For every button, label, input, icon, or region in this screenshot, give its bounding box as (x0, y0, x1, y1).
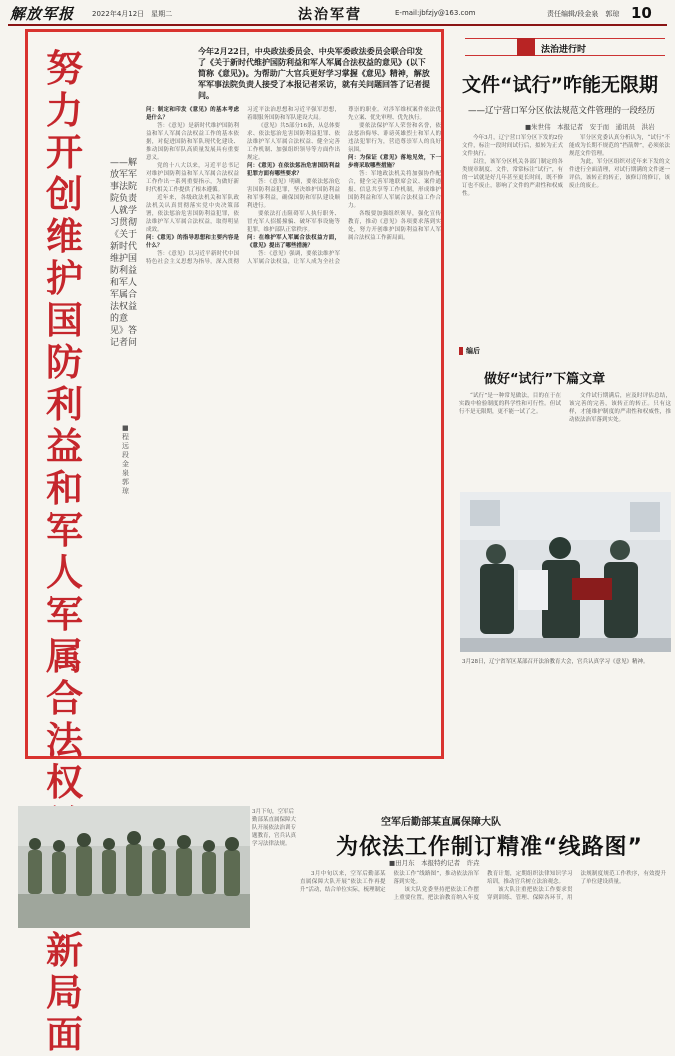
article-2-body (462, 134, 670, 334)
lead-intro: 今年2月22日，中央政法委员会、中央军委政法委员会联合印发了《关于新时代维护国防利益和军人军属合法权益的意见》(以下简称《意见》)。为帮助广大官兵更好学习掌握《意见》精神，解放军军事法院负责人接受了本报记者采访，就有关问题回答了记者提问。 (198, 46, 430, 100)
lead-subtitle: ——解放军军事法院院负责人就学习贯彻《关于新时代维护国防利益和军人军属合法权益的意见》答记者问 (110, 158, 138, 348)
lead-byline: ■程远 段金泉 郭琼 (122, 424, 136, 495)
editor-note-label: 编后 (466, 347, 480, 355)
paragraph: 以往，该军分区机关各部门制定的各类规章制度、文件，常常标注“试行”，有的一试就是好几年甚至更长时间，既不修订也不废止，影响了文件的严肃性和权威性。 (462, 159, 563, 197)
paragraph: 党的十八大以来，习近平总书记对维护国防利益和军人军属合法权益工作作出一系列重要指示，为做好新时代相关工作提供了根本遵循。 (146, 163, 239, 193)
paragraph: 答：军地政法机关将加强协作配合，健全完善军地联席会议、案件通报、信息共享等工作机制，形成维护国防利益和军人军属合法权益工作合力。 (348, 171, 441, 209)
section-email: E-mail:jbfzjy@163.com (395, 9, 476, 17)
paragraph: 要依法保护军人荣誉和名誉，依法惩治侮辱、诽谤英雄烈士和军人的违法犯罪行为，营造尊崇军人的良好氛围。 (348, 123, 441, 153)
training-photo-caption: 3月下旬，空军后勤部某直属保障大队开展依法治训专题教育，官兵认真学习法律法规。 (252, 809, 297, 847)
masthead (0, 0, 675, 26)
bottom-title: 为依法工作制订精准“线路图” (336, 835, 643, 860)
column-badge-icon (517, 38, 535, 56)
editor-note-marker (459, 347, 463, 355)
paragraph: 该大队注重把依法工作要求贯穿到训练、管理、保障各环节，用法规制度规范工作秩序，有效提升了单位建设质量。 (487, 871, 666, 901)
training-photo-image (18, 806, 250, 928)
paragraph: 3月中旬以来，空军后勤部某直属保障大队开展“依法工作再提升”活动，结合单位实际，梳理制定依法工作“线路图”，推动依法治军落到实处。 (300, 871, 479, 893)
commentary-body (459, 392, 671, 484)
paragraph: 问：《意见》在依法惩治危害国防利益犯罪方面有哪些要求？ (247, 163, 340, 177)
paragraph: 《意见》共5部分16条，从总体要求、依法惩治危害国防利益犯罪、依法维护军人军属合法权益、健全完善工作机制、加强组织领导等方面作出规定。 (247, 123, 340, 161)
ceremony-photo-caption: 3月28日，辽宁省军区某部召开法治教育大会，官兵认真学习《意见》精神。 (462, 659, 649, 665)
paragraph: 文件试行期满后，应及时评估总结，该完善的完善，该转正的转正。只有这样，才能维护制度的严肃性和权威性，推动依法治军落到实处。 (569, 393, 671, 423)
paragraph: 答：《意见》是新时代维护国防利益和军人军属合法权益工作的基本依据，对促进国防和军队现代化建设、推动国防和军队高质量发展具有重要意义。 (146, 123, 239, 161)
column-header (465, 38, 665, 56)
paragraph: 问：为保证《意见》落地见效，下一步将采取哪些措施？ (348, 155, 441, 169)
ceremony-photo-image (460, 492, 671, 652)
bottom-body (300, 870, 666, 928)
commentary-title: 做好“试行”下篇文章 (484, 372, 606, 387)
page-number: 10 (631, 4, 652, 22)
training-photo (18, 806, 250, 928)
newspaper-logo: 解放军报 (10, 5, 75, 23)
paragraph: 各级要加强组织领导，强化宣传教育，推动《意见》各项要求落到实处，努力开创维护国防利益和军人军属合法权益工作新局面。 (348, 211, 441, 241)
paragraph: 问：《意见》的指导思想和主要内容是什么？ (146, 235, 239, 249)
paragraph: 答：《意见》强调，要依法维护军人军属合法权益，让军人成为全社会尊崇的职业。对涉军维权案件依法优先立案、优先审理、优先执行。 (247, 107, 441, 265)
masthead-divider (8, 24, 667, 26)
ceremony-photo (460, 492, 671, 652)
article-2-byline: ■朱世伟 本报记者 安于而 通讯员 洪岩 (525, 123, 655, 131)
paragraph: 答：《意见》明确，要依法惩治危害国防利益犯罪，坚决维护国防利益和军事利益，确保国防和军队建设顺利进行。 (247, 179, 340, 209)
paragraph: 今年3月，辽宁营口军分区下发的2份文件，标注一段时间试行后，拟转为正式文件执行。 (462, 135, 563, 157)
bottom-byline: ■田月东 本报特约记者 许垚 (389, 859, 480, 867)
paragraph: 为此，军分区组织对近年来下发的文件进行全面清理，对试行期满的文件逐一评估，该转正的转正，该修订的修订，该废止的废止。 (569, 159, 670, 189)
paragraph: 问：在维护军人军属合法权益方面，《意见》提出了哪些措施？ (247, 235, 340, 249)
paragraph: “试行”是一种常见做法，目的在于在实践中检验制度的科学性和可行性。但试行不是无限期，更不能一试了之。 (459, 393, 561, 415)
section-title: 法治军营 (298, 7, 362, 23)
paragraph: 要依法打击阻碍军人执行职务、冒充军人招摇撞骗、破坏军事设施等犯罪，维护部队正常秩序。 (247, 211, 340, 233)
article-2-subtitle: ——辽宁营口军分区依法规范文件管理的一段经历 (468, 106, 656, 116)
column-label: 法治进行时 (541, 45, 587, 55)
paragraph: 军分区党委认真分析认为，“试行”不能成为长期不规范的“挡箭牌”，必须依法规范文件管理。 (569, 135, 670, 157)
bottom-kicker: 空军后勤部某直属保障大队 (381, 817, 501, 828)
lead-body (146, 106, 441, 754)
paragraph: 该大队党委坚持把依法工作摆上重要位置，把法治教育纳入年度教育计划，定期组织法律知识学习培训，推动官兵树立法治观念。 (393, 871, 573, 901)
issue-date: 2022年4月12日 星期二 (92, 10, 173, 18)
paragraph: 近年来，各级政法机关和军队政法机关认真贯彻落实党中央决策部署，依法惩治危害国防利益犯罪，依法维护军人军属合法权益，取得明显成效。 (146, 195, 239, 233)
lead-headline: 努力开创维护国防利益和军人军属合法权 新局面 (46, 47, 83, 1056)
editor-note (459, 345, 499, 357)
responsible-editors: 责任编辑/段金泉 郭琼 (547, 10, 620, 18)
paragraph: 问：制定和印发《意见》的基本考虑是什么？ (146, 107, 239, 121)
paragraph: 答：《意见》以习近平新时代中国特色社会主义思想为指导，深入贯彻习近平法治思想和习近平强军思想，着眼服务国防和军队建设大局。 (146, 107, 340, 265)
article-2-title: 文件“试行”咋能无限期 (462, 74, 658, 96)
